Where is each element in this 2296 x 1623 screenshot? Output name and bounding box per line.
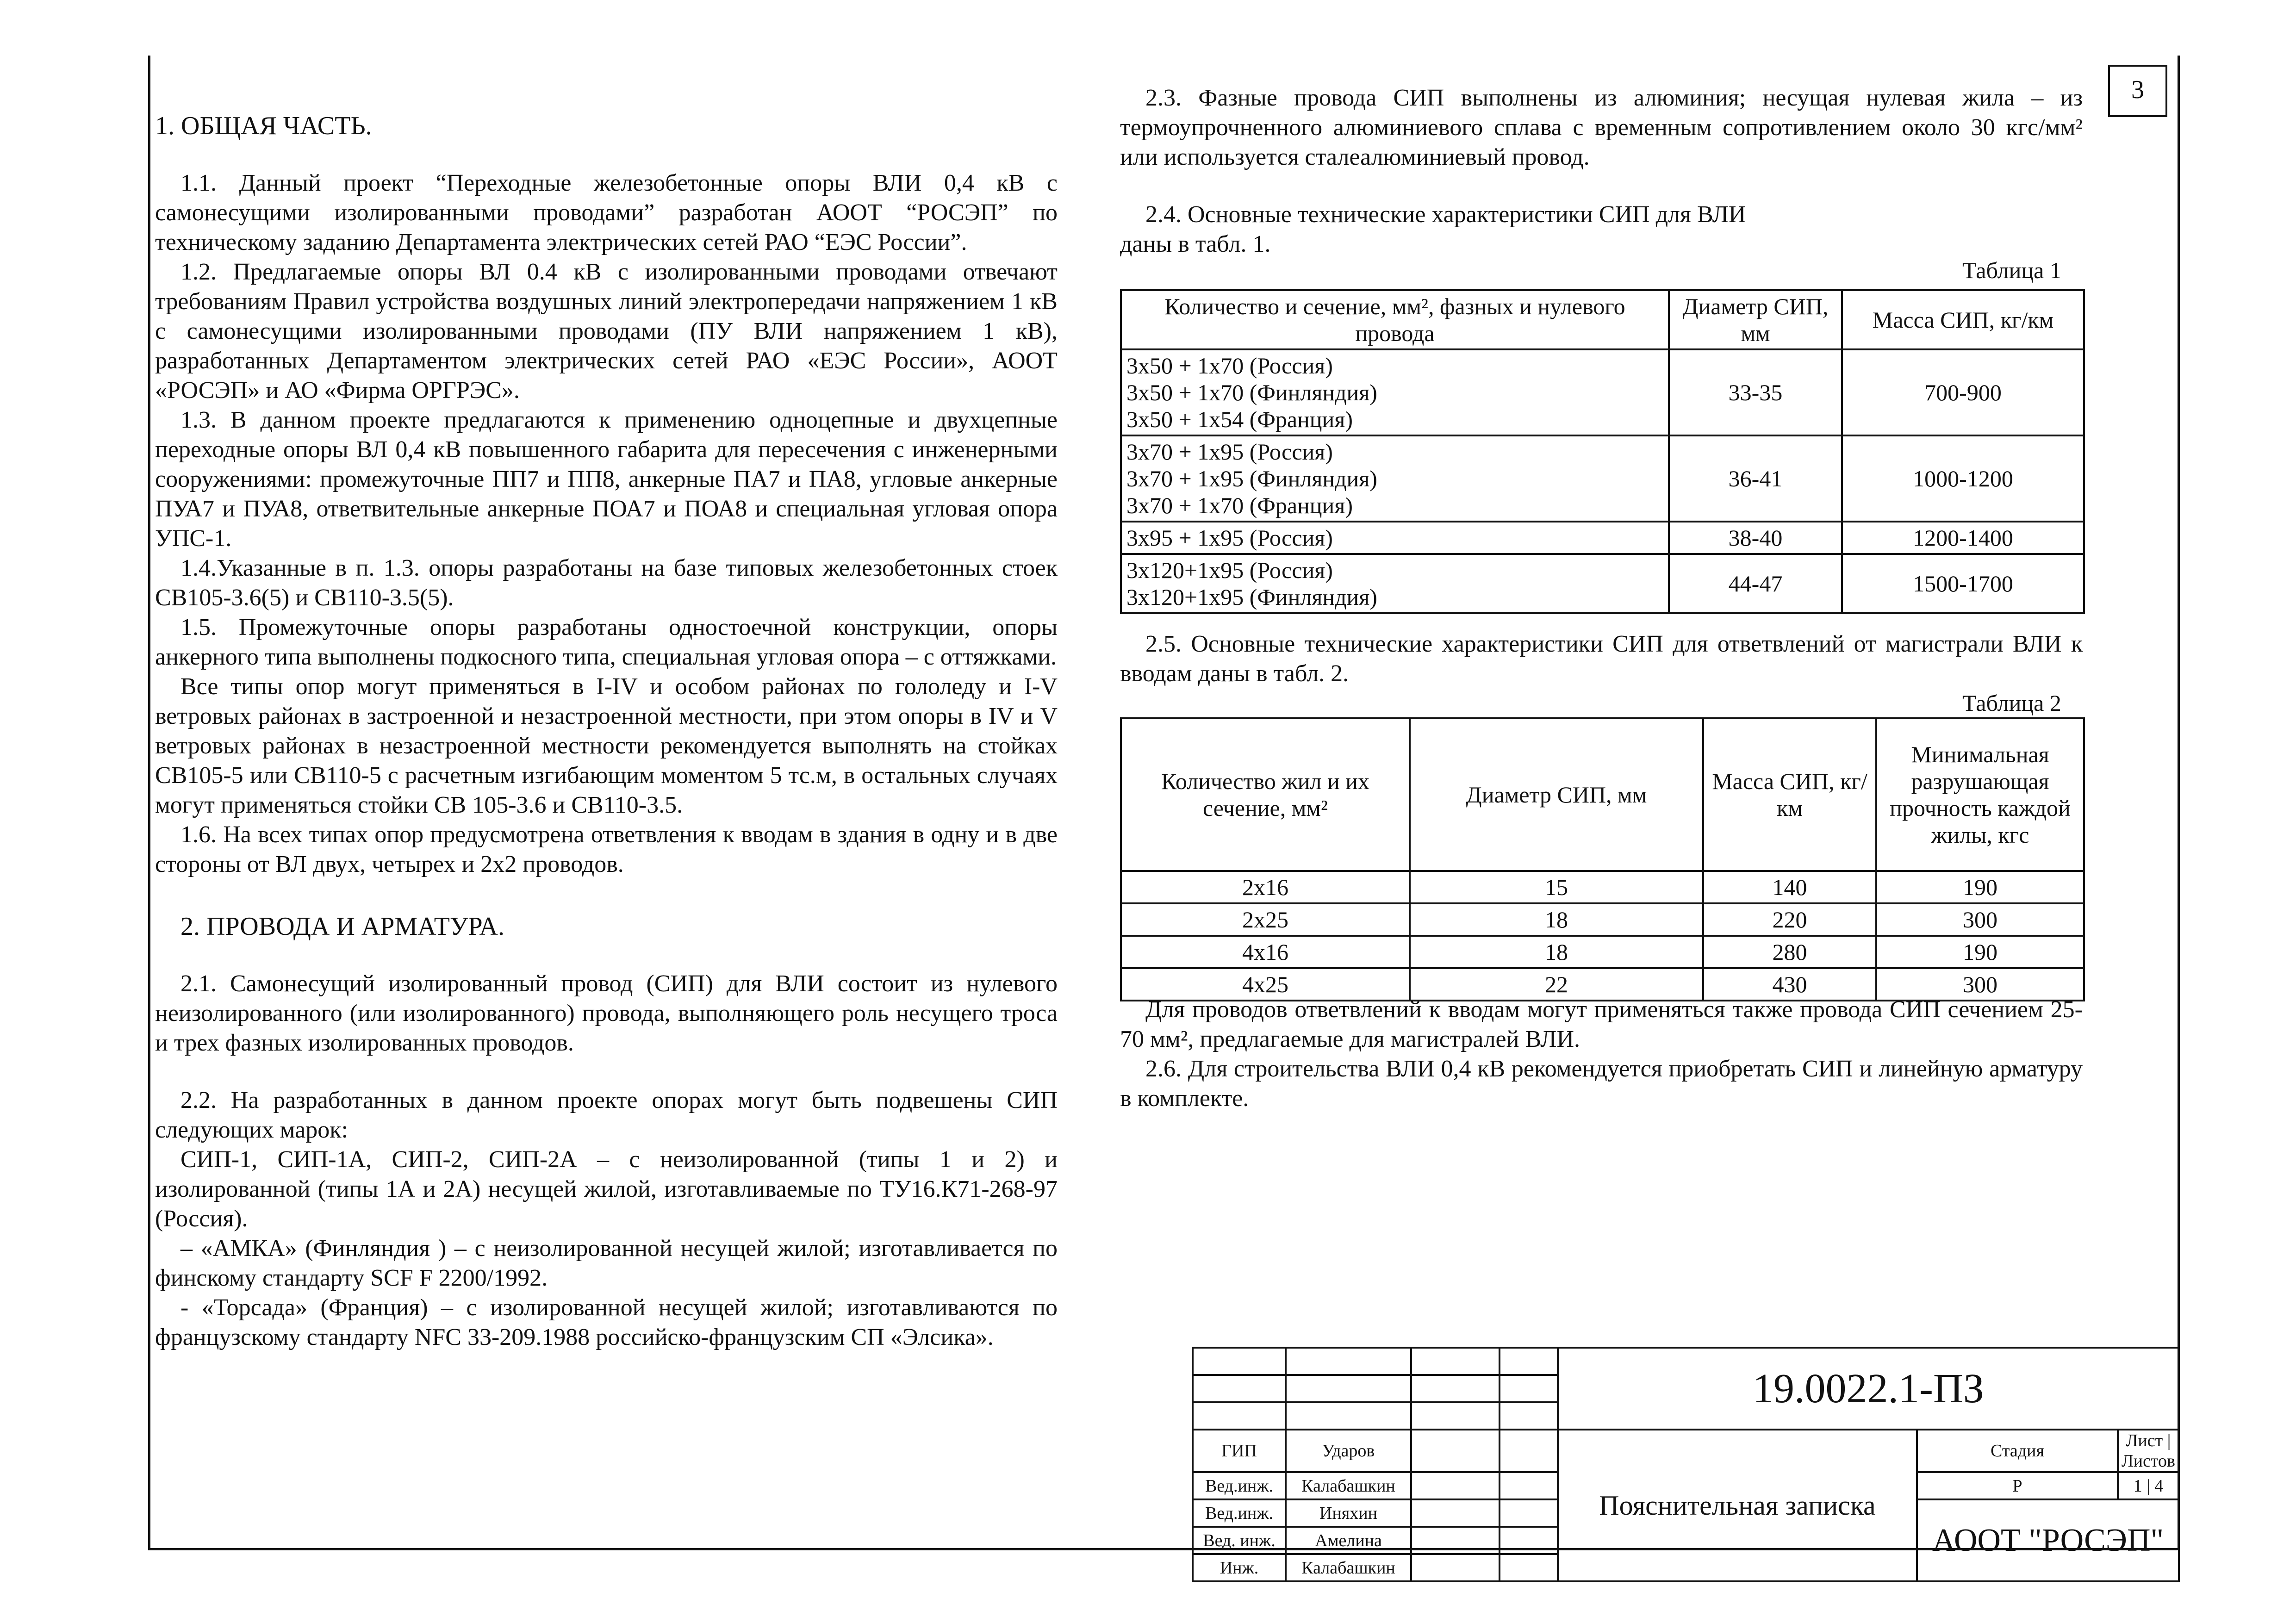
cable-name: 3х120+1х95 (Россия) bbox=[1126, 557, 1333, 583]
table-header: Масса СИП, кг/км bbox=[1842, 290, 2084, 349]
frame-right-border bbox=[2178, 56, 2180, 1550]
para-1-3: 1.3. В данном проекте предлагаются к применению одноцепные и двухцепные переходные опоры ВЛ 0,4 кВ повышенного габарита для пересечения с инженерными сооружениями: промежуточные ПП7 и ПП8, анкерные ПА7 и ПА8, угловые анкерные ПУА7 и ПУА8, ответвительные анкерные ПОА7 и ПОА8 и специальная угловая опора УПС-1. bbox=[155, 407, 1058, 552]
para-1-1: 1.1. Данный проект “Переходные железобетонные опоры ВЛИ 0,4 кВ с самонесущими изолированными проводами” разработан АООТ “РОСЭП” по техническому заданию Департамента электрических сетей РАО “ЕЭС России”. bbox=[155, 170, 1058, 255]
frame-left-border bbox=[148, 56, 150, 1550]
para-2-5: 2.5. Основные технические характеристики СИП для ответвлений от магистрали ВЛИ к вводам даны в табл. 2. bbox=[1120, 631, 2083, 687]
sheets-label: Листов bbox=[2121, 1451, 2175, 1471]
para-1-2: 1.2. Предлагаемые опоры ВЛ 0.4 кВ с изолированными проводами отвечают требованиям Правил устройства воздушных линий электропередачи напряжением 1 кВ с самонесущими изолированными проводами (ПУ ВЛИ напряжением 1 кВ), разработанных Департаментом электрических сетей РАО «ЕЭС России», АООТ «РОСЭП» и АО «Фирма ОРГРЭС». bbox=[155, 259, 1058, 404]
name-cell: Калабашкин bbox=[1286, 1554, 1411, 1581]
table-row bbox=[1121, 435, 2084, 522]
role-cell: Вед.инж. bbox=[1193, 1472, 1286, 1499]
sheets-value: 4 bbox=[2154, 1476, 2164, 1496]
cable-name: 3х70 + 1х70 (Франция) bbox=[1126, 492, 1353, 518]
stage-label: Стадия bbox=[1917, 1430, 2118, 1472]
table-cell bbox=[1121, 349, 1669, 435]
table-2 bbox=[1120, 717, 2085, 1001]
table-cell: 33-35 bbox=[1669, 349, 1842, 435]
right-column bbox=[1120, 83, 2083, 259]
left-column bbox=[155, 111, 1058, 1352]
page-number: 3 bbox=[2108, 65, 2167, 117]
table-cell: 1000-1200 bbox=[1842, 435, 2084, 522]
para-2-6: 2.6. Для строительства ВЛИ 0,4 кВ рекомендуется приобретать СИП и линейную арматуру в комплекте. bbox=[1120, 1056, 2083, 1112]
para-1-5: 1.5. Промежуточные опоры разработаны одностоечной конструкции, опоры анкерного типа выполнены подкосного типа, специальная угловая опора – с оттяжками. bbox=[155, 614, 1058, 670]
table-cell: 4х25 bbox=[1121, 968, 1410, 1001]
table-cell: 2х25 bbox=[1121, 903, 1410, 936]
cable-name: 3х50 + 1х54 (Франция) bbox=[1126, 406, 1353, 432]
name-cell: Амелина bbox=[1286, 1527, 1411, 1554]
cable-name: 3х70 + 1х95 (Финляндия) bbox=[1126, 466, 1377, 491]
para-2-2b: – «АМКА» (Финляндия ) – с неизолированной несущей жилой; изготавливается по финскому стандарту SCF F 2200/1992. bbox=[155, 1235, 1058, 1291]
para-2-2: 2.2. На разработанных в данном проекте опорах могут быть подвешены СИП следующих марок: bbox=[155, 1087, 1058, 1143]
table-cell bbox=[1121, 554, 1669, 613]
cable-name: 3х50 + 1х70 (Финляндия) bbox=[1126, 379, 1377, 405]
table-cell: 18 bbox=[1410, 903, 1703, 936]
table-cell: 300 bbox=[1876, 903, 2084, 936]
table-cell: 700-900 bbox=[1842, 349, 2084, 435]
table-2-caption: Таблица 2 bbox=[1962, 690, 2061, 716]
table-row bbox=[1121, 718, 2084, 871]
table-row bbox=[1121, 903, 2084, 936]
table-cell: 280 bbox=[1703, 936, 1876, 968]
organization: АООТ "РОСЭП" bbox=[1917, 1499, 2179, 1581]
table-cell: 22 bbox=[1410, 968, 1703, 1001]
para-1-4: 1.4.Указанные в п. 1.3. опоры разработаны на базе типовых железобетонных стоек СВ105-3.6(5) и СВ110-3.5(5). bbox=[155, 555, 1058, 611]
table-header: Диаметр СИП, мм bbox=[1410, 718, 1703, 871]
para-2-2a: СИП-1, СИП-1А, СИП-2, СИП-2А – с неизолированной (типы 1 и 2) и изолированной (типы 1А и 2А) несущей жилой, изготавливаемые по ТУ16.К71-268-97 (Россия). bbox=[155, 1146, 1058, 1232]
para-2-2c: - «Торсада» (Франция) – с изолированной несущей жилой; изготавливаются по французскому стандарту NFC 33-209.1988 российско-французским СП «Элсика». bbox=[155, 1294, 1058, 1350]
table-row bbox=[1121, 522, 2084, 554]
name-cell: Калабашкин bbox=[1286, 1472, 1411, 1499]
para-2-1: 2.1. Самонесущий изолированный провод (СИП) для ВЛИ состоит из нулевого неизолированного (или изолированного) провода, выполняющего роль несущего троса и трех фазных изолированных проводов. bbox=[155, 970, 1058, 1056]
table-cell: 36-41 bbox=[1669, 435, 1842, 522]
table-cell: 38-40 bbox=[1669, 522, 1842, 554]
para-2-4-cont: даны в табл. 1. bbox=[1120, 231, 1271, 257]
role-cell: Инж. bbox=[1193, 1554, 1286, 1581]
table-cell: 220 bbox=[1703, 903, 1876, 936]
signature-cell bbox=[1411, 1472, 1500, 1499]
document-title: Пояснительная записка bbox=[1558, 1430, 1917, 1581]
table-cell: 300 bbox=[1876, 968, 2084, 1001]
table-cell: 1200-1400 bbox=[1842, 522, 2084, 554]
role-cell: ГИП bbox=[1193, 1430, 1286, 1472]
cable-name: 3х95 + 1х95 (Россия) bbox=[1126, 525, 1333, 551]
cable-name: 3х120+1х95 (Финляндия) bbox=[1126, 584, 1377, 610]
document-code: 19.0022.1-ПЗ bbox=[1558, 1348, 2179, 1430]
table-1-caption: Таблица 1 bbox=[1962, 257, 2061, 283]
signature-cell bbox=[1411, 1499, 1500, 1527]
table-row bbox=[1121, 936, 2084, 968]
section-2-heading: 2. ПРОВОДА И АРМАТУРА. bbox=[180, 912, 504, 941]
table-cell: 430 bbox=[1703, 968, 1876, 1001]
table-cell: 4х16 bbox=[1121, 936, 1410, 968]
table-header: Минимальная разрушающая прочность каждой жилы, кгс bbox=[1876, 718, 2084, 871]
table-row bbox=[1121, 871, 2084, 903]
para-2-3: 2.3. Фазные провода СИП выполнены из алюминия; несущая нулевая жила – из термоупрочненного алюминиевого сплава с временным сопротивлением около 30 кгс/мм² или используется сталеалюминиевый провод. bbox=[1120, 85, 2083, 170]
cable-name: 3х70 + 1х95 (Россия) bbox=[1126, 439, 1333, 465]
title-block: 19.0022.1-ПЗ ГИП Ударов Пояснительная записка Стадия Лист | Листов Вед.инж. Калабашкин Р 1 | 4 Вед.инж. Иняхин АООТ "РОСЭП" Вед. инж. Амелина Инж. Калабашкин bbox=[1192, 1347, 2180, 1582]
table-header: Диаметр СИП, мм bbox=[1669, 290, 1842, 349]
table-cell: 1500-1700 bbox=[1842, 554, 2084, 613]
right-column-mid bbox=[1120, 629, 2083, 689]
role-cell: Вед. инж. bbox=[1193, 1527, 1286, 1554]
signature-cell bbox=[1411, 1527, 1500, 1554]
table-row bbox=[1121, 554, 2084, 613]
table-cell: 140 bbox=[1703, 871, 1876, 903]
sheet-label: Лист bbox=[2126, 1431, 2163, 1450]
name-cell: Ударов bbox=[1286, 1430, 1411, 1472]
table-header: Количество и сечение, мм², фазных и нулевого провода bbox=[1121, 290, 1669, 349]
signature-cell bbox=[1411, 1554, 1500, 1581]
para-2-4: 2.4. Основные технические характеристики СИП для ВЛИ bbox=[1145, 201, 1746, 228]
table-row bbox=[1121, 349, 2084, 435]
table-row bbox=[1121, 290, 2084, 349]
stage-value: Р bbox=[1917, 1472, 2118, 1499]
right-column-bottom bbox=[1120, 995, 2083, 1113]
role-cell: Вед.инж. bbox=[1193, 1499, 1286, 1527]
name-cell: Иняхин bbox=[1286, 1499, 1411, 1527]
sheet-value: 1 bbox=[2133, 1476, 2142, 1496]
cable-name: 3х50 + 1х70 (Россия) bbox=[1126, 353, 1333, 379]
table-cell bbox=[1121, 435, 1669, 522]
table-cell bbox=[1121, 522, 1669, 554]
table-cell: 190 bbox=[1876, 936, 2084, 968]
table-cell: 18 bbox=[1410, 936, 1703, 968]
table-cell: 190 bbox=[1876, 871, 2084, 903]
table-header: Масса СИП, кг/км bbox=[1703, 718, 1876, 871]
signature-cell bbox=[1411, 1430, 1500, 1472]
section-1-heading: 1. ОБЩАЯ ЧАСТЬ. bbox=[155, 112, 372, 140]
para-1-6: 1.6. На всех типах опор предусмотрена ответвления к вводам в здания в одну и в две стороны от ВЛ двух, четырех и 2х2 проводов. bbox=[155, 821, 1058, 877]
para-2-5b: Для проводов ответвлений к вводам могут применяться также провода СИП сечением 25-70 мм², предлагаемые для магистралей ВЛИ. bbox=[1120, 996, 2083, 1052]
table-cell: 44-47 bbox=[1669, 554, 1842, 613]
table-cell: 2х16 bbox=[1121, 871, 1410, 903]
table-cell: 15 bbox=[1410, 871, 1703, 903]
table-header: Количество жил и их сечение, мм² bbox=[1121, 718, 1410, 871]
para-1-5b: Все типы опор могут применяться в I-IV и особом районах по гололеду и I-V ветровых районах в застроенной и незастроенной местности, при этом опоры в IV и V ветровых районах в незастроенной местности рекомендуется выполнять на стойках СВ105-5 или СВ110-5 с расчетным изгибающим моментом 5 тс.м, в остальных случаях могут применяться стойки СВ 105-3.6 и СВ110-3.5. bbox=[155, 673, 1058, 818]
table-1 bbox=[1120, 289, 2085, 614]
